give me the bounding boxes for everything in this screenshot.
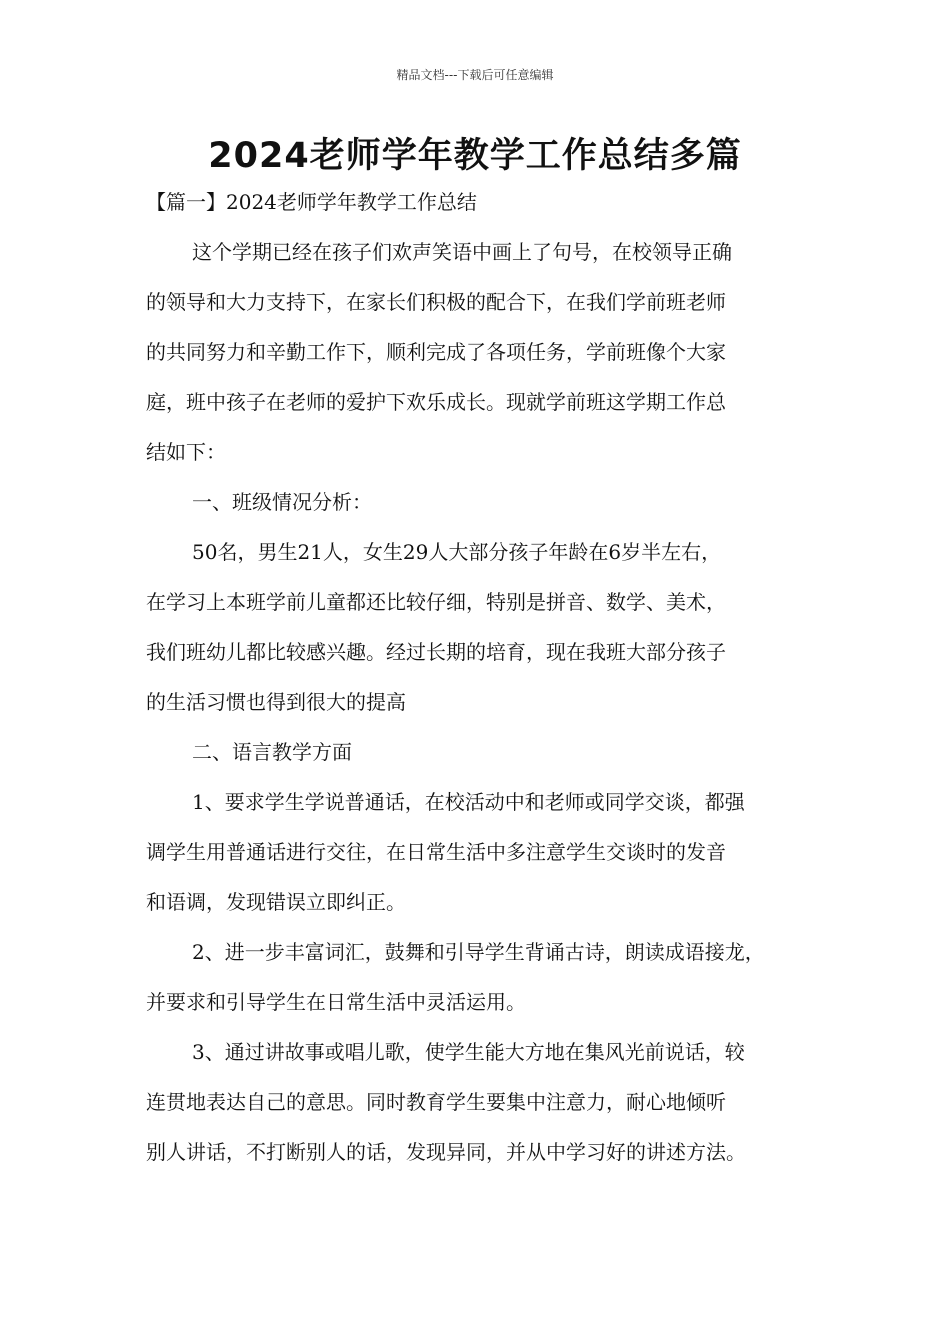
paragraph-line: 3、通过讲故事或唱儿歌，使学生能大方地在集风光前说话，较: [192, 1040, 745, 1064]
paragraph-line: 并要求和引导学生在日常生活中灵活运用。: [146, 990, 526, 1014]
paragraph-line: 在学习上本班学前儿童都还比较仔细，特别是拼音、数学、美术，: [146, 590, 726, 614]
paragraph-line: 2、进一步丰富词汇，鼓舞和引导学生背诵古诗，朗读成语接龙，: [192, 940, 765, 964]
paragraph-line: 的共同努力和辛勤工作下，顺利完成了各项任务，学前班像个大家: [146, 340, 726, 364]
paragraph-line: 庭，班中孩子在老师的爱护下欢乐成长。现就学前班这学期工作总: [146, 390, 726, 414]
paragraph-line: 这个学期已经在孩子们欢声笑语中画上了句号，在校领导正确: [192, 240, 732, 264]
paragraph-line: 别人讲话，不打断别人的话，发现异同，并从中学习好的讲述方法。: [146, 1140, 746, 1164]
page-title: 2024老师学年教学工作总结多篇: [208, 136, 742, 176]
paragraph-line: 调学生用普通话进行交往，在日常生活中多注意学生交谈时的发音: [146, 840, 726, 864]
paragraph-line: 连贯地表达自己的意思。同时教育学生要集中注意力，耐心地倾听: [146, 1090, 726, 1114]
page-header: 精品文档---下载后可任意编辑: [396, 68, 554, 82]
paragraph-line: 我们班幼儿都比较感兴趣。经过长期的培育，现在我班大部分孩子: [146, 640, 726, 664]
paragraph-line: 的生活习惯也得到很大的提高: [146, 690, 406, 714]
paragraph-line: 结如下：: [146, 440, 226, 464]
subheading-line: 一、班级情况分析：: [192, 490, 372, 514]
section-heading: 【篇一】2024老师学年教学工作总结: [146, 190, 477, 214]
subheading-line: 二、语言教学方面: [192, 740, 352, 764]
paragraph-line: 和语调，发现错误立即纠正。: [146, 890, 406, 914]
paragraph-line: 50名，男生21人，女生29人大部分孩子年龄在6岁半左右，: [192, 540, 722, 564]
paragraph-line: 的领导和大力支持下，在家长们积极的配合下，在我们学前班老师: [146, 290, 726, 314]
paragraph-line: 1、要求学生学说普通话，在校活动中和老师或同学交谈，都强: [192, 790, 745, 814]
